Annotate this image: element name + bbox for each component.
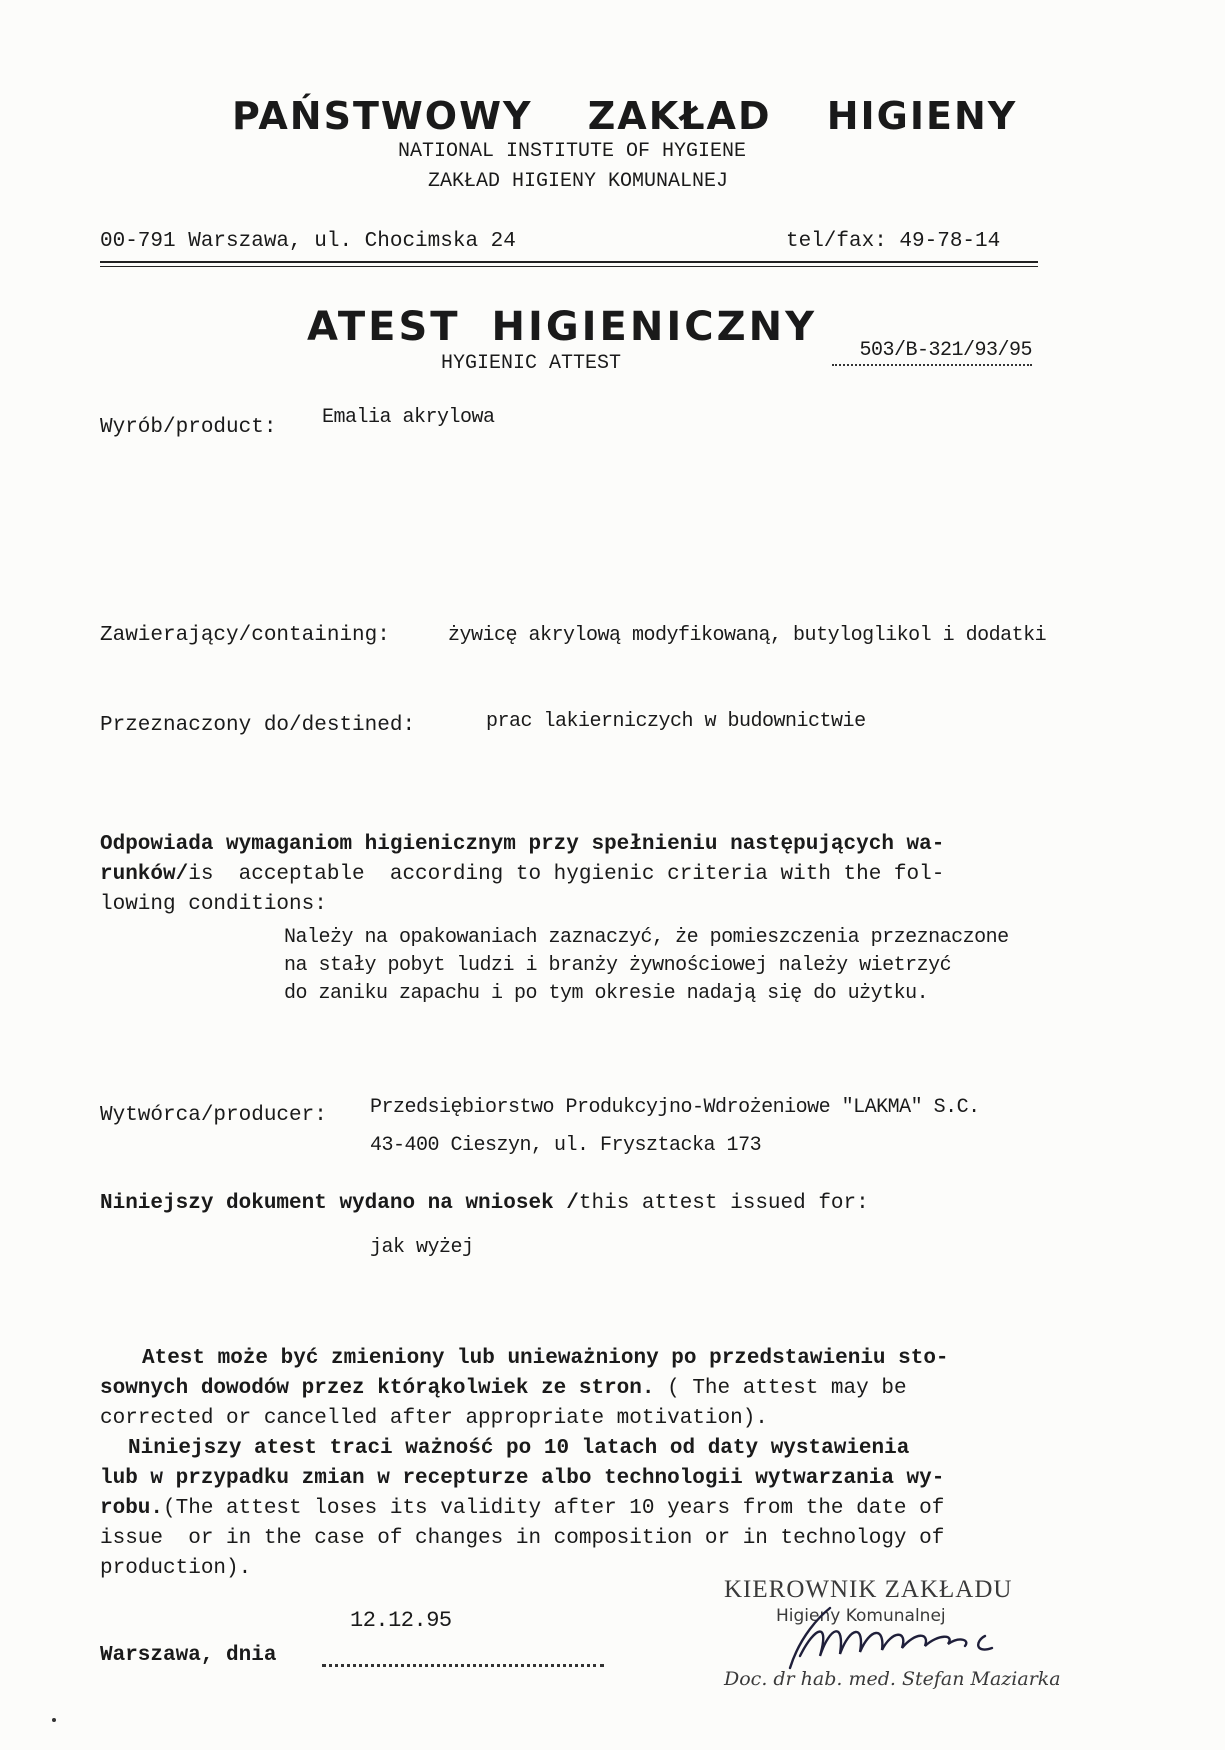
conditions-line-2-pl: runków/ [100,863,189,886]
conditions-value-2: na stały pobyt ludzi i branży żywnościowej należy wietrzyć [284,954,952,977]
document-title-en: HYGIENIC ATTEST [441,352,622,375]
note-1-line-2-en: ( The attest may be [667,1377,907,1400]
note-2-line-3-pl: robu. [100,1497,164,1520]
conditions-value-3: do zaniku zapachu i po tym okresie nadają się do użytku. [284,982,929,1005]
department-name: ZAKŁAD HIGIENY KOMUNALNEJ [428,170,729,193]
note-2-line-1: Niniejszy atest traci ważność po 10 latach od daty wystawienia [128,1437,910,1460]
conditions-line-3: lowing conditions: [100,893,327,916]
producer-label: Wytwórca/producer: [100,1104,327,1127]
conditions-value-1: Należy na opakowaniach zaznaczyć, że pomieszczenia przeznaczone [284,926,1009,949]
producer-value-2: 43-400 Cieszyn, ul. Frysztacka 173 [370,1134,762,1157]
destined-value: prac lakierniczych w budownictwie [486,710,866,733]
stamp-name: Doc. dr hab. med. Stefan Maziarka [724,1668,1061,1690]
producer-value-1: Przedsiębiorstwo Produkcyjno-Wdrożeniowe "LAKMA" S.C. [370,1096,980,1119]
containing-value: żywicę akrylową modyfikowaną, butyloglikol i dodatki [448,624,1047,647]
containing-label: Zawierający/containing: [100,624,390,647]
issued-for-line [100,1192,869,1215]
note-2-line-3-en: (The attest loses its validity after 10 years from the date of [163,1497,945,1520]
conditions-line-2 [100,860,944,890]
scan-speck [52,1718,56,1722]
product-value: Emalia akrylowa [322,406,495,429]
destined-label: Przeznaczony do/destined: [100,714,416,737]
header-rule-bottom [100,266,1038,267]
note-2-line-4: issue or in the case of changes in composition or in technology of [100,1527,945,1550]
institution-name-en: NATIONAL INSTITUTE OF HYGIENE [398,140,747,163]
issued-for-en: this attest issued for: [578,1192,869,1215]
address: 00-791 Warszawa, ul. Chocimska 24 [100,230,516,253]
document-number: 503/B-321/93/95 [832,339,1032,366]
note-2-line-2: lub w przypadku zmian w recepturze albo technologii wytwarzania wy- [100,1467,945,1490]
stamp-title: KIEROWNIK ZAKŁADU [724,1576,1013,1603]
place-label: Warszawa, dnia [100,1644,277,1667]
signature-icon [760,1596,1060,1676]
issued-for-pl: Niniejszy dokument wydano na wniosek / [100,1192,579,1215]
note-2-line-3 [100,1494,944,1524]
header-rule-top [100,261,1038,263]
stamp-department: Higieny Komunalnej [776,1606,946,1626]
conditions-line-1: Odpowiada wymaganiom higienicznym przy spełnieniu następujących wa- [100,833,945,856]
note-1-line-3: corrected or cancelled after appropriate motivation). [100,1407,768,1430]
note-2-line-5: production). [100,1557,252,1580]
date-dotted-line [322,1664,604,1667]
note-1-line-1: Atest może być zmieniony lub unieważniony po przedstawieniu sto- [142,1347,949,1370]
document-title: ATEST HIGIENICZNY [307,304,818,350]
issue-date: 12.12.95 [350,1608,452,1633]
note-1-line-2-pl: sownych dowodów przez którąkolwiek ze stron. [100,1377,655,1400]
institution-name: PAŃSTWOWY ZAKŁAD HIGIENY [232,94,1018,138]
conditions-line-2-en: is acceptable according to hygienic criteria with the fol- [188,863,945,886]
note-1-line-2 [100,1374,907,1404]
phone: tel/fax: 49-78-14 [786,230,1001,253]
product-label: Wyrób/product: [100,416,277,439]
issued-for-value: jak wyżej [370,1236,474,1259]
